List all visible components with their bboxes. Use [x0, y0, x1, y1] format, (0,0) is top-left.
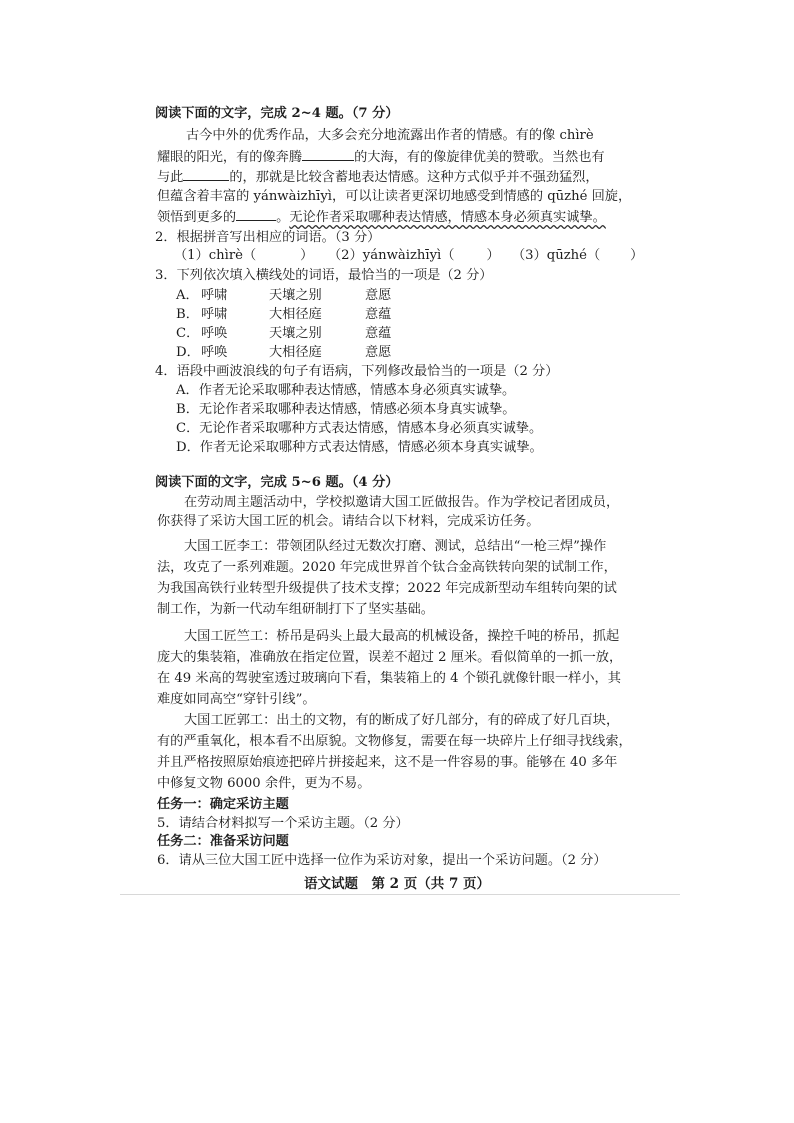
page-footer: 语文试题 第 2 页（共 7 页） [303, 876, 491, 892]
q3-option-d-word3: 意愿 [365, 345, 392, 360]
blank-3 [236, 207, 276, 221]
material-zhu-line3: 在 49 米高的驾驶室透过玻璃向下看，集装箱上的 4 个锁孔就像针眼一样小，其 [157, 671, 621, 686]
q3-option-b-word3: 意蕴 [365, 307, 392, 322]
q2-part3 [512, 246, 643, 265]
q2-part3-label: （3）qūzhé（ [512, 248, 601, 263]
passage1-line3 [157, 167, 599, 187]
task1-title: 任务一：确定采访主题 [157, 797, 289, 812]
q4-option-d: D．作者无论采取哪种方式表达情感，情感必须本身真实诚挚。 [176, 440, 543, 455]
task2-title: 任务二：准备采访问题 [157, 834, 289, 849]
passage1-line3-a: 与此 [157, 170, 184, 185]
q4-option-b: B．无论作者采取哪种表达情感，情感必须本身真实诚挚。 [176, 402, 516, 417]
section2-heading: 阅读下面的文字，完成 5~6 题。（4 分） [155, 475, 399, 490]
passage1-line5-b: 。 [276, 210, 290, 225]
material-zhu-line1: 大国工匠竺工：桥吊是码头上最大最高的机械设备，操控千吨的桥吊，抓起 [184, 629, 620, 644]
q2-part1-end: ） [300, 248, 314, 263]
material-guo-line3: 并且严格按照原始痕迹把碎片拼接起来，这不是一件容易的事。能够在 40 多年 [157, 755, 618, 770]
material-li-line1: 大国工匠李工：带领团队经过无数次打磨、测试，总结出“一枪三焊”操作 [184, 539, 607, 554]
blank-2 [183, 167, 229, 181]
q3-option-b-word1: 呼啸 [201, 307, 228, 322]
bottom-divider [120, 894, 680, 895]
q3-option-c-letter: C． [176, 326, 200, 341]
material-li-line2: 法，攻克了一系列难题。2020 年完成世界首个钛合金高铁转向架的试制工作， [157, 560, 617, 575]
q3-option-d-letter: D． [176, 345, 200, 360]
q3-option-a-letter: A． [176, 288, 199, 303]
material-zhu-line2: 庞大的集装箱，准确放在指定位置，误差不超过 2 厘米。看似简单的一抓一放， [157, 650, 623, 665]
passage1-line2-b: 的大海，有的像旋律优美的赞歌。当然也有 [354, 150, 605, 165]
q3-option-d-word1: 呼唤 [201, 345, 228, 360]
q3-option-b-letter: B． [176, 307, 199, 322]
material-guo-line1: 大国工匠郭工：出土的文物，有的断成了好几部分，有的碎成了好几百块， [184, 713, 620, 728]
q3-option-a-word1: 呼啸 [201, 288, 228, 303]
blank-1 [302, 147, 354, 161]
intro-line1: 在劳动周主题活动中，学校拟邀请大国工匠做报告。作为学校记者团成员， [184, 495, 620, 510]
passage1-line2-a: 耀眼的阳光，有的像奔腾 [157, 150, 303, 165]
material-li-line3: 为我国高铁行业转型升级提供了技术支撑；2022 年完成新型动车组转向架的试 [157, 581, 617, 596]
q2-part2 [328, 246, 500, 265]
q2-part1 [174, 246, 313, 265]
passage1-line5 [157, 207, 606, 227]
q2-part2-end: ） [486, 248, 500, 263]
wavy-sentence: 无论作者采取哪种表达情感，情感本身必须真实诚挚。 [289, 210, 606, 225]
q3-option-a-word2: 天壤之别 [269, 288, 322, 303]
passage1-line5-a: 领悟到更多的 [157, 210, 237, 225]
q4-option-c: C．无论作者采取哪种方式表达情感，情感本身必须真实诚挚。 [176, 421, 543, 436]
passage1-line2 [157, 147, 605, 167]
q3-option-c-word2: 天壤之别 [269, 326, 322, 341]
passage1-line1: 古今中外的优秀作品，大多会充分地流露出作者的情感。有的像 chìrè [186, 128, 594, 143]
material-guo-line2: 有的严重氧化，根本看不出原貌。文物修复，需要在每一块碎片上仔细寻找线索， [157, 734, 632, 749]
section1-heading: 阅读下面的文字，完成 2~4 题。（7 分） [155, 106, 399, 121]
q3-option-a-word3: 意愿 [365, 288, 392, 303]
material-li-line4: 制工作，为新一代动车组研制打下了坚实基础。 [157, 602, 434, 617]
material-guo-line4: 中修复文物 6000 余件，更为不易。 [157, 776, 371, 791]
q3-option-c-word3: 意蕴 [365, 326, 392, 341]
q3-option-b-word2: 大相径庭 [269, 307, 322, 322]
q2-part1-label: （1）chìrè（ [174, 248, 257, 263]
q3-option-d-word2: 大相径庭 [269, 345, 322, 360]
q4-stem: 4．语段中画波浪线的句子有语病，下列修改最恰当的一项是（2 分） [155, 364, 559, 379]
q5-stem: 5．请结合材料拟写一个采访主题。（2 分） [157, 816, 409, 831]
q6-stem: 6．请从三位大国工匠中选择一位作为采访对象，提出一个采访问题。（2 分） [157, 853, 607, 868]
q2-stem: 2．根据拼音写出相应的词语。（3 分） [155, 230, 381, 245]
intro-line2: 你获得了采访大国工匠的机会。请结合以下材料，完成采访任务。 [157, 514, 540, 529]
material-zhu-line4: 难度如同高空“穿针引线”。 [157, 692, 316, 707]
passage1-line3-b: 的，那就是比较含蓄地表达情感。这种方式似乎并不强劲猛烈， [229, 170, 599, 185]
q3-option-c-word1: 呼唤 [201, 326, 228, 341]
passage1-line4: 但蕴含着丰富的 yánwàizhīyì，可以让读者更深切地感受到情感的 qūzhé 回旋， [157, 189, 632, 204]
q3-stem: 3．下列依次填入横线处的词语，最恰当的一项是（2 分） [155, 268, 493, 283]
q2-part3-end: ） [630, 248, 644, 263]
q2-part2-label: （2）yánwàizhīyì（ [328, 248, 455, 263]
q4-option-a: A．作者无论采取哪种表达情感，情感本身必须真实诚挚。 [176, 383, 516, 398]
